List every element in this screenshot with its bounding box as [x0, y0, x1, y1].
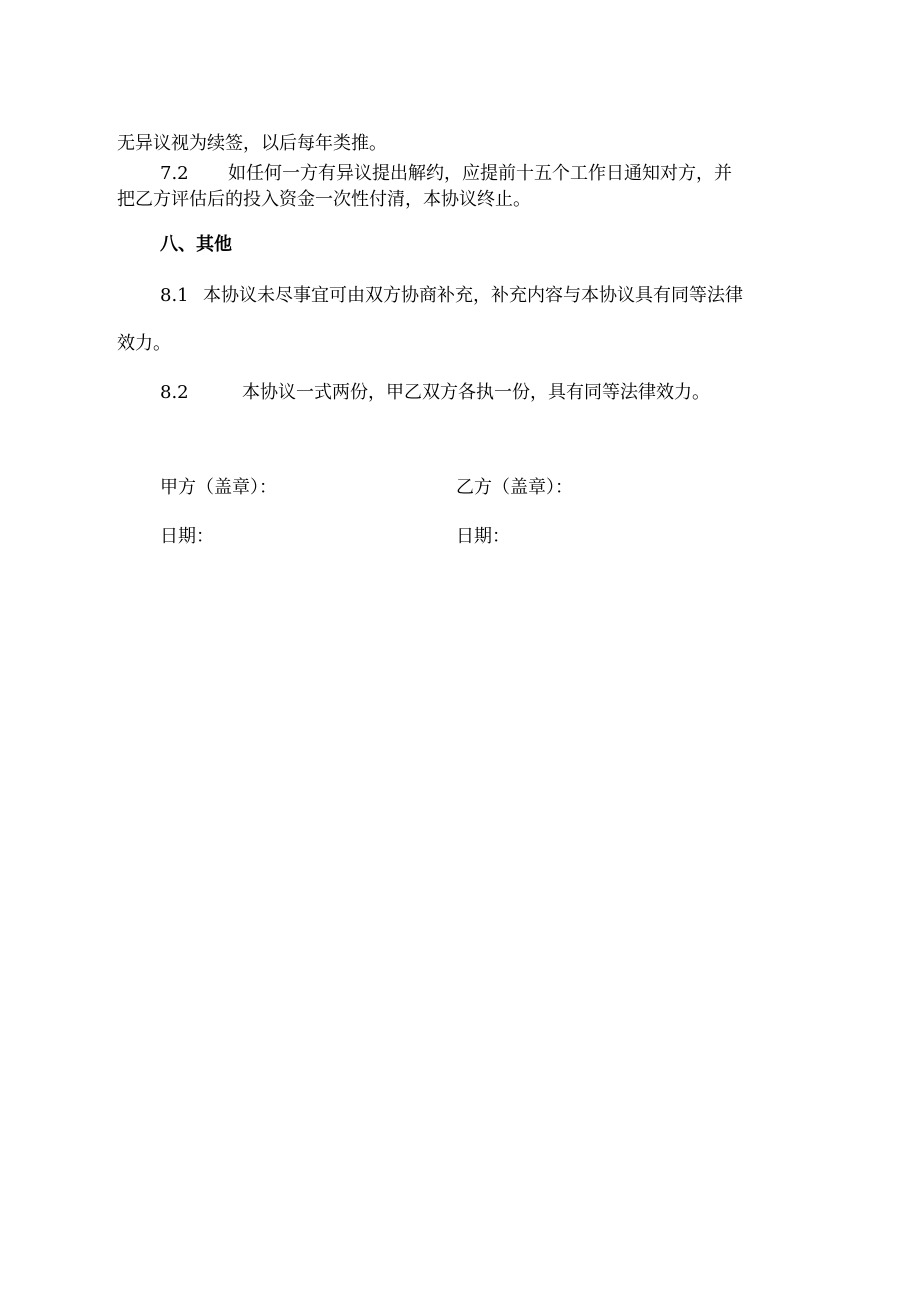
clause-8-2-number: 8.2	[160, 382, 189, 403]
clause-7-2-line2: 把乙方评估后的投入资金一次性付清，本协议终止。	[117, 189, 531, 210]
clause-8-1-line1: 本协议未尽事宜可由双方协商补充，补充内容与本协议具有同等法律	[203, 285, 743, 306]
party-b-date-label: 日期：	[456, 526, 510, 547]
party-a-date-label: 日期：	[160, 526, 214, 547]
section-8-heading: 八、其他	[160, 234, 232, 255]
party-b-seal-label: 乙方（盖章）：	[456, 477, 573, 498]
clause-8-1-number: 8.1	[160, 285, 189, 306]
clause-8-1-line2: 效力。	[117, 333, 171, 354]
party-a-seal-label: 甲方（盖章）：	[160, 477, 277, 498]
clause-8-2-text: 本协议一式两份，甲乙双方各执一份，具有同等法律效力。	[242, 382, 710, 403]
clause-7-1-continuation: 无异议视为续签，以后每年类推。	[117, 133, 387, 154]
clause-7-2-line1: 如任何一方有异议提出解约，应提前十五个工作日通知对方，并	[228, 163, 732, 184]
clause-7-2-number: 7.2	[160, 163, 189, 184]
